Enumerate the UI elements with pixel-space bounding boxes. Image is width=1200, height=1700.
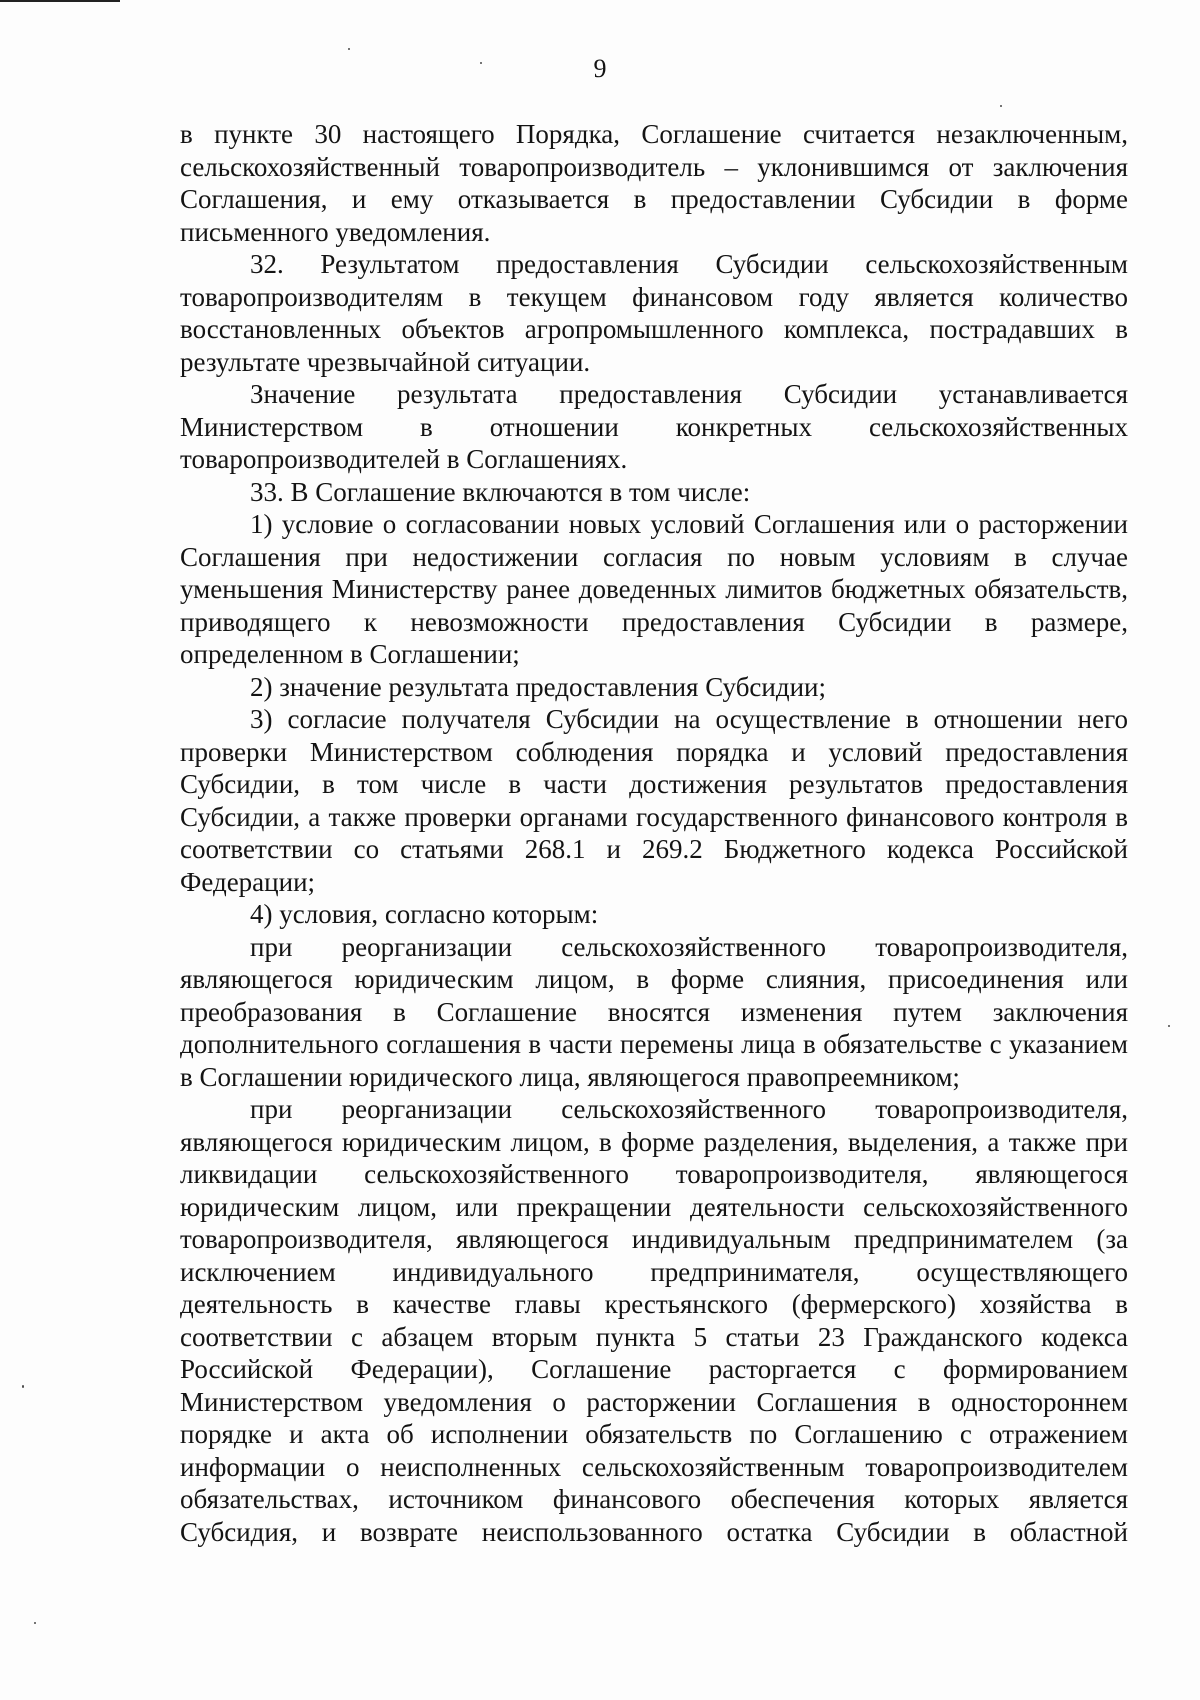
paragraph-item-33: 33. В Соглашение включаются в том числе: bbox=[250, 476, 751, 507]
paragraph-item-32: 32. Результатом предоставления Субсидии сельскохозяйственным товаропроизводителям в текущем финансовом году является количество восстановленных объектов агропромышленного комплекса, пострадавших в результате чрезвычайной ситуации. bbox=[180, 249, 1128, 377]
scan-speck bbox=[1000, 105, 1002, 107]
scan-speck bbox=[22, 1385, 24, 1388]
scan-speck bbox=[34, 1622, 36, 1624]
paragraph-subitem-2: 2) значение результата предоставления Субсидии; bbox=[250, 671, 827, 702]
scan-speck bbox=[480, 62, 482, 64]
paragraph-subitem-3: 3) согласие получателя Субсидии на осуществление в отношении него проверки Министерством соблюдения порядка и условий предоставления Субсидии, в том числе в части достижения результатов предоставления Субсидии, а также проверки органами государственного финансового контроля в соответствии со статьями 268.1 и 269.2 Бюджетного кодекса Российской Федерации; bbox=[180, 704, 1128, 897]
paragraph-subitem-1: 1) условие о согласовании новых условий Соглашения или о расторжении Соглашения при недостижении согласия по новым условиям в случае уменьшения Министерству ранее доведенных лимитов бюджетных обязательств, приводящего к невозможности предоставления Субсидии в размере, определенном в Соглашении; bbox=[180, 509, 1128, 669]
scan-speck bbox=[1168, 1025, 1170, 1027]
paragraph-reorganization-merger: при реорганизации сельскохозяйственного товаропроизводителя, являющегося юридическим лицом, в форме слияния, присоединения или преобразования в Соглашение вносятся изменения путем заключения дополнительного соглашения в части перемены лица в обязательстве с указанием в Соглашении юридического лица, являющегося правопреемником; bbox=[180, 931, 1128, 1092]
page-number: 9 bbox=[593, 54, 607, 83]
paragraph-reorganization-division: при реорганизации сельскохозяйственного товаропроизводителя, являющегося юридическим лицом, в форме разделения, выделения, а также при ликвидации сельскохозяйственного товаропроизводителя, являющегося юридическим лицом, или прекращении деятельности сельскохозяйственного товаропроизводителя, являющегося индивидуальным предпринимателем (за исключением индивидуального предпринимателя, осуществляющего деятельность в качестве главы крестьянского (фермерского) хозяйства в соответствии с абзацем вторым пункта 5 статьи 23 Гражданского кодекса Российской Федерации), Соглашение расторгается с формированием Министерством уведомления о расторжении Соглашения в одностороннем порядке и акта об исполнении обязательств по Соглашению с отражением информации о неисполненных сельскохозяйственным товаропроизводителем обязательствах, источником финансового обеспечения которых является Субсидия, и возврате неиспользованного остатка Субсидии в областной bbox=[180, 1094, 1128, 1547]
scan-speck bbox=[348, 48, 350, 50]
scan-edge-line bbox=[0, 0, 120, 2]
paragraph-result-value: Значение результата предоставления Субсидии устанавливается Министерством в отношении конкретных сельскохозяйственных товаропроизводителей в Соглашениях. bbox=[180, 379, 1128, 474]
paragraph-subitem-4: 4) условия, согласно которым: bbox=[250, 899, 599, 929]
document-body bbox=[180, 118, 1128, 1548]
paragraph-continuation: в пункте 30 настоящего Порядка, Соглашение считается незаключенным, сельскохозяйственный товаропроизводитель – уклонившимся от заключения Соглашения, и ему отказывается в предоставлении Субсидии в форме письменного уведомления. bbox=[180, 119, 1128, 247]
